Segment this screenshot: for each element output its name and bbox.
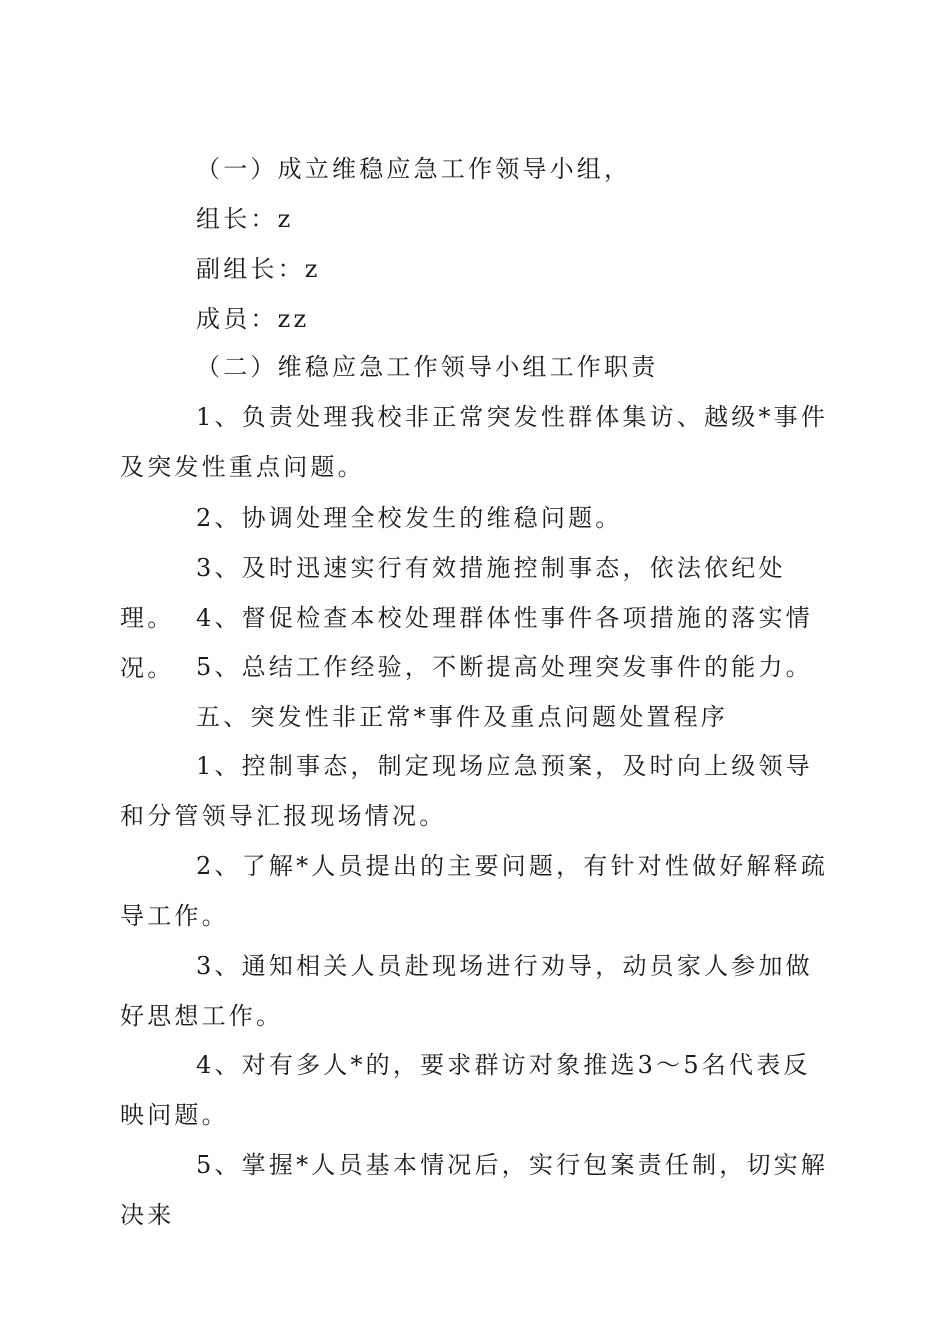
paragraph-duties-heading: （二）维稳应急工作领导小组工作职责 xyxy=(196,353,659,381)
paragraph-procedure-3: 3、通知相关人员赴现场进行劝导，动员家人参加做好思想工作。 xyxy=(120,952,813,1030)
paragraph-duty-1: 1、负责处理我校非正常突发性群体集访、越级*事件及突发性重点问题。 xyxy=(120,403,829,481)
paragraph-procedure-1: 1、控制事态，制定现场应急预案，及时向上级领导和分管领导汇报现场情况。 xyxy=(120,752,813,830)
paragraph-group-leader: 组长：z xyxy=(196,205,294,233)
paragraph-duty-5: 5、总结工作经验，不断提高处理突发事件的能力。 xyxy=(196,653,813,681)
paragraph-deputy-leader: 副组长：z xyxy=(196,255,321,283)
paragraph-procedure-heading: 五、突发性非正常*事件及重点问题处置程序 xyxy=(196,703,728,731)
paragraph-members: 成员：zz xyxy=(196,305,310,333)
paragraph-duty-3: 3、及时迅速实行有效措施控制事态，依法依纪处理。 xyxy=(120,554,786,632)
paragraph-procedure-4: 4、对有多人*的，要求群访对象推选3～5名代表反映问题。 xyxy=(120,1051,811,1129)
paragraph-duty-4: 4、督促检查本校处理群体性事件各项措施的落实情况。 xyxy=(120,604,813,682)
paragraph-procedure-2: 2、了解*人员提出的主要问题，有针对性做好解释疏导工作。 xyxy=(120,852,829,930)
paragraph-group-formation: （一）成立维稳应急工作领导小组， xyxy=(196,155,632,183)
paragraph-procedure-5: 5、掌握*人员基本情况后，实行包案责任制，切实解决来 xyxy=(120,1151,829,1229)
paragraph-duty-2: 2、协调处理全校发生的维稳问题。 xyxy=(196,504,623,532)
